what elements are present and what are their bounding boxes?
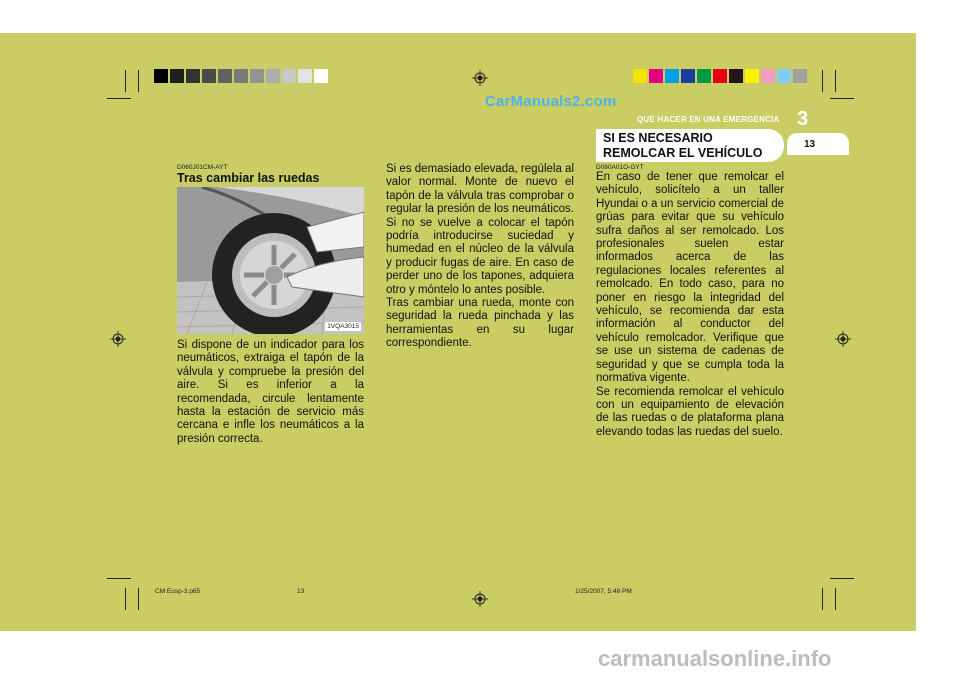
crop-mark-icon [125,588,126,610]
section-code: D080A01O-GYT [596,164,644,171]
gray-swatch [170,69,184,83]
gray-swatch [186,69,200,83]
color-swatch [697,69,711,83]
watermark-link[interactable]: CarManuals2.com [485,93,617,110]
registration-mark-icon [472,70,488,86]
gray-swatch [250,69,264,83]
page-number: 13 [804,139,816,150]
color-swatch [649,69,663,83]
footer-file: CM Eusp-3.p65 [155,588,201,595]
gray-swatch [202,69,216,83]
gray-swatch [266,69,280,83]
section-title-line2: REMOLCAR EL VEHÍCULO [603,145,763,160]
gray-swatch [218,69,232,83]
chapter-title: QUE HACER EN UNA EMERGENCIA [637,115,780,124]
color-swatch [681,69,695,83]
crop-mark-icon [830,578,854,579]
color-swatch [633,69,647,83]
body-paragraph: En caso de tener que remolcar el vehículo, solicítelo a un taller Hyundai o a un servicio comercial de grúas para evitar que su vehículo sufra daños al ser remolcado. Los profesionales suelen estar informados acerca de las regulaciones locales referentes al remolcado. En todo caso, para no poner en riesgo la integridad del vehículo, se recomienda dar esta información al conductor del vehículo remolcador. Verifique que se use un sistema de cadenas de seguridad y que se cumpla toda la normativa vigente. [596,171,784,385]
body-paragraph: Se recomienda remolcar el vehículo con un equipamiento de elevación de las ruedas o de plataforma plana elevando todas las ruedas del suelo. [596,385,784,438]
footer-page: 13 [297,588,305,595]
gray-swatch [314,69,328,83]
crop-mark-icon [822,588,823,610]
chapter-number: 3 [797,108,809,130]
color-swatch [793,69,807,83]
body-text [386,163,574,351]
body-paragraph: Si es demasiado elevada, regúlela al valor normal. Monte de nuevo el tapón de la válvula tras comprobar o regular la presión de los neumáticos. Si no se vuelve a colocar el tapón podría introducirse suciedad y humedad en el núcleo de la válvula y producir fugas de aire. En caso de perder uno de los tapones, adquiera otro y móntelo lo antes posible. [386,163,574,296]
image-label: 1VQA3015 [327,323,359,330]
registration-mark-icon [110,331,126,347]
crop-mark-icon [830,98,854,99]
color-swatch [713,69,727,83]
section-heading: Tras cambiar las ruedas [177,171,320,185]
crop-mark-icon [125,70,126,92]
page-number-tab [787,133,849,155]
color-swatch [729,69,743,83]
grayscale-calibration-bar [154,69,328,83]
watermark-bottom[interactable]: carmanualsonline.info [598,646,832,671]
registration-mark-icon [835,331,851,347]
crop-mark-icon [835,70,836,92]
crop-mark-icon [822,70,823,92]
crop-mark-icon [835,588,836,610]
body-paragraph: Tras cambiar una rueda, monte con seguridad la rueda pinchada y las herramientas en su lugar correspondiente. [386,297,574,350]
gray-swatch [282,69,296,83]
footer-date: 1/25/2007, 5:48 PM [575,588,632,595]
gray-swatch [154,69,168,83]
registration-mark-icon [472,591,488,607]
crop-mark-icon [138,588,139,610]
color-swatch [745,69,759,83]
color-swatch [665,69,679,83]
section-title [603,131,763,160]
gray-swatch [298,69,312,83]
section-title-line1: SI ES NECESARIO [603,131,713,145]
gray-swatch [234,69,248,83]
crop-mark-icon [138,70,139,92]
color-swatch [761,69,775,83]
body-text: Si dispone de un indicador para los neumáticos, extraiga el tapón de la válvula y compruebe la presión del aire. Si es inferior a la recomendada, circule lentamente hasta la estación de servicio más cercana e infle los neumáticos a la presión correcta. [177,339,364,445]
color-calibration-bar [633,69,807,83]
color-swatch [777,69,791,83]
section-code: D060J01CM-AYT [177,164,228,171]
body-text [596,171,784,439]
crop-mark-icon [107,98,131,99]
tire-change-illustration [177,187,364,334]
crop-mark-icon [107,578,131,579]
tire-wheel-icon [177,187,364,334]
